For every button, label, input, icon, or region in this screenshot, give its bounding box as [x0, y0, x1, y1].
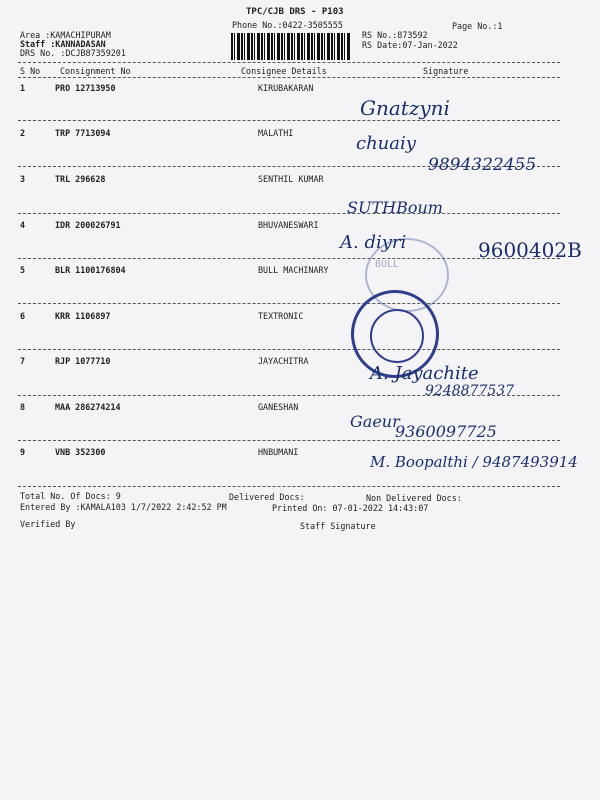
row-sno: 3 [20, 174, 26, 184]
signature-row-8-name: Gaeur [350, 412, 400, 431]
row-consignee: GANESHAN [258, 402, 299, 412]
signature-row-4-phone: 9600402B [478, 238, 582, 262]
signature-row-7-name: A. Jayachite [370, 363, 479, 384]
staff-label: Staff :KANNADASAN [20, 39, 106, 49]
verified-by: Verified By [20, 519, 76, 529]
signature-row-8-phone: 9360097725 [395, 422, 497, 441]
row-consignment: IDR 200026791 [55, 220, 121, 230]
row-sno: 5 [20, 265, 26, 275]
signature-row-2-phone: 9894322455 [428, 155, 537, 175]
signature-row-9: M. Boopalthi / 9487493914 [370, 453, 578, 471]
row-sno: 1 [20, 83, 26, 93]
row-consignment: BLR 1100176804 [55, 265, 126, 275]
ghost-stamp-text: BULL [375, 259, 400, 270]
delivered-docs: Delivered Docs: [229, 492, 305, 502]
row-divider [18, 213, 560, 214]
staff-signature-label: Staff Signature [300, 521, 376, 531]
signature-row-4-name: A. diyri [340, 232, 407, 253]
row-consignment: PRO 12713950 [55, 83, 116, 93]
row-consignee: BULL MACHINARY [258, 265, 329, 275]
drs-number: DRS No. :DCJB87359201 [20, 48, 126, 58]
row-sno: 4 [20, 220, 26, 230]
total-docs: Total No. Of Docs: 9 [20, 491, 121, 501]
entered-by: Entered By :KAMALA103 1/7/2022 2:42:52 PM [20, 502, 227, 512]
row-consignment: MAA 286274214 [55, 402, 121, 412]
column-header-sno: S No [20, 66, 41, 76]
row-sno: 9 [20, 447, 26, 457]
phone-number: Phone No.:0422-3505555 [232, 20, 343, 30]
table-row [0, 82, 600, 128]
row-sno: 7 [20, 356, 26, 366]
row-consignee: JAYACHITRA [258, 356, 309, 366]
column-header-consignment: Consignment No [60, 66, 131, 76]
row-consignee: SENTHIL KUMAR [258, 174, 324, 184]
row-sno: 6 [20, 311, 26, 321]
row-consignment: VNB 352300 [55, 447, 106, 457]
header-divider-top [18, 62, 560, 63]
column-header-consignee: Consignee Details [241, 66, 327, 76]
printed-on: Printed On: 07-01-2022 14:43:07 [272, 503, 429, 513]
page-number: Page No.:1 [452, 21, 503, 31]
signature-row-2-name: chuaiy [356, 133, 416, 154]
row-consignee: MALATHI [258, 128, 294, 138]
row-consignee: HNBUMANI [258, 447, 299, 457]
area-label: Area :KAMACHIPURAM [20, 30, 111, 40]
row-consignment: TRL 296628 [55, 174, 106, 184]
signature-row-1: Gnatzyni [360, 96, 450, 120]
stamp-logo [370, 309, 424, 363]
row-sno: 2 [20, 128, 26, 138]
signature-row-7-phone: 9248877537 [425, 383, 515, 399]
row-divider [18, 120, 560, 121]
row-consignment: TRP 7713094 [55, 128, 111, 138]
row-consignee: BHUVANESWARI [258, 220, 319, 230]
column-header-signature: Signature [423, 66, 469, 76]
row-divider [18, 349, 560, 350]
rs-number: RS No.:873592 [362, 30, 428, 40]
barcode [231, 33, 351, 60]
row-consignee: TEXTRONIC [258, 311, 304, 321]
row-consignment: RJP 1077710 [55, 356, 111, 366]
row-consignee: KIRUBAKARAN [258, 83, 314, 93]
row-divider [18, 303, 560, 304]
table-bottom-divider [18, 486, 560, 487]
header-divider-bottom [18, 77, 560, 78]
row-consignment: KRR 1106897 [55, 311, 111, 321]
rs-date: RS Date:07-Jan-2022 [362, 40, 458, 50]
row-sno: 8 [20, 402, 26, 412]
non-delivered-docs: Non Delivered Docs: [366, 493, 462, 503]
signature-row-3: SUTHBoum [347, 198, 443, 217]
document-title: TPC/CJB DRS - P103 [246, 7, 344, 17]
